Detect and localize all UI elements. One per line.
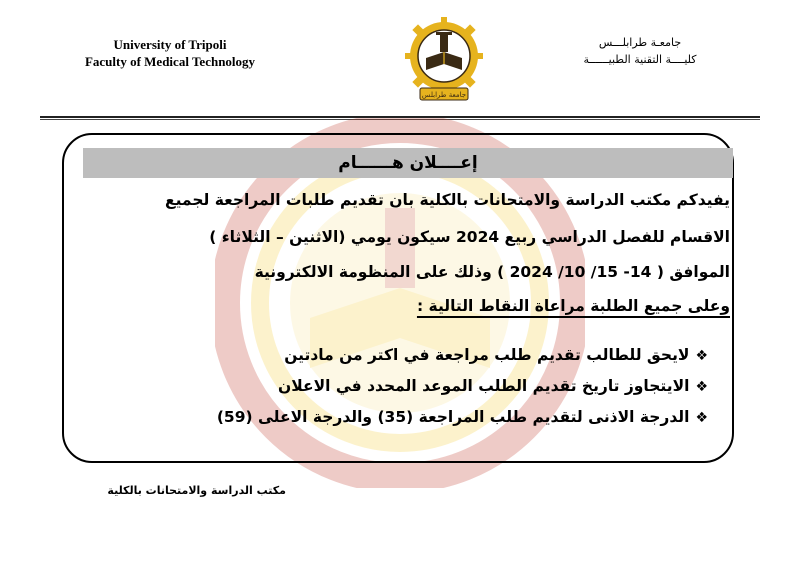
- four-diamond-bullet-icon: ❖: [695, 410, 708, 426]
- announcement-line-2: الاقسام للفصل الدراسي ربيع 2024 سيكون يومي (الاثنين – الثلاثاء ): [209, 228, 730, 246]
- header-english: [60, 36, 280, 70]
- faculty-name-ar: كليــــة التقنية الطبيــــــة: [583, 53, 697, 66]
- list-item: [100, 340, 708, 371]
- university-logo-icon: [398, 14, 490, 104]
- university-name-ar: جامعـة طرابلـــس: [598, 36, 682, 49]
- four-diamond-bullet-icon: ❖: [695, 348, 708, 364]
- announcement-title: إعــــلان هــــــام: [83, 148, 733, 178]
- list-item: [100, 402, 708, 433]
- logo-caption: جامعة طرابلس: [421, 91, 467, 99]
- list-item-text: الايتجاوز تاريخ تقديم الطلب الموعد المحدد في الاعلان: [278, 377, 690, 395]
- list-item-text: لايحق للطالب تقديم طلب مراجعة في اكتر من مادتين: [284, 346, 690, 364]
- faculty-name-en: Faculty of Medical Technology: [84, 54, 256, 69]
- header-arabic: [540, 34, 740, 68]
- signature-office: مكتب الدراسة والامتحانات بالكلية: [107, 484, 286, 497]
- list-item-text: الدرجة الاذنى لتقديم طلب المراجعة (35) والدرجة الاعلى (59): [216, 408, 690, 426]
- announcement-line-1: يفيدكم مكتب الدراسة والامتحانات بالكلية بان تقديم طلبات المراجعة لجميع: [165, 191, 730, 209]
- notes-list: [100, 340, 708, 433]
- university-name-en: University of Tripoli: [113, 37, 227, 52]
- four-diamond-bullet-icon: ❖: [695, 379, 708, 395]
- announcement-line-3: الموافق ( 14- 15/ 10/ 2024 ) وذلك على المنظومة الالكترونية: [254, 263, 730, 281]
- list-item: [100, 371, 708, 402]
- announcement-line-4: وعلى جميع الطلبة مراعاة النقاط التالية :: [416, 297, 730, 315]
